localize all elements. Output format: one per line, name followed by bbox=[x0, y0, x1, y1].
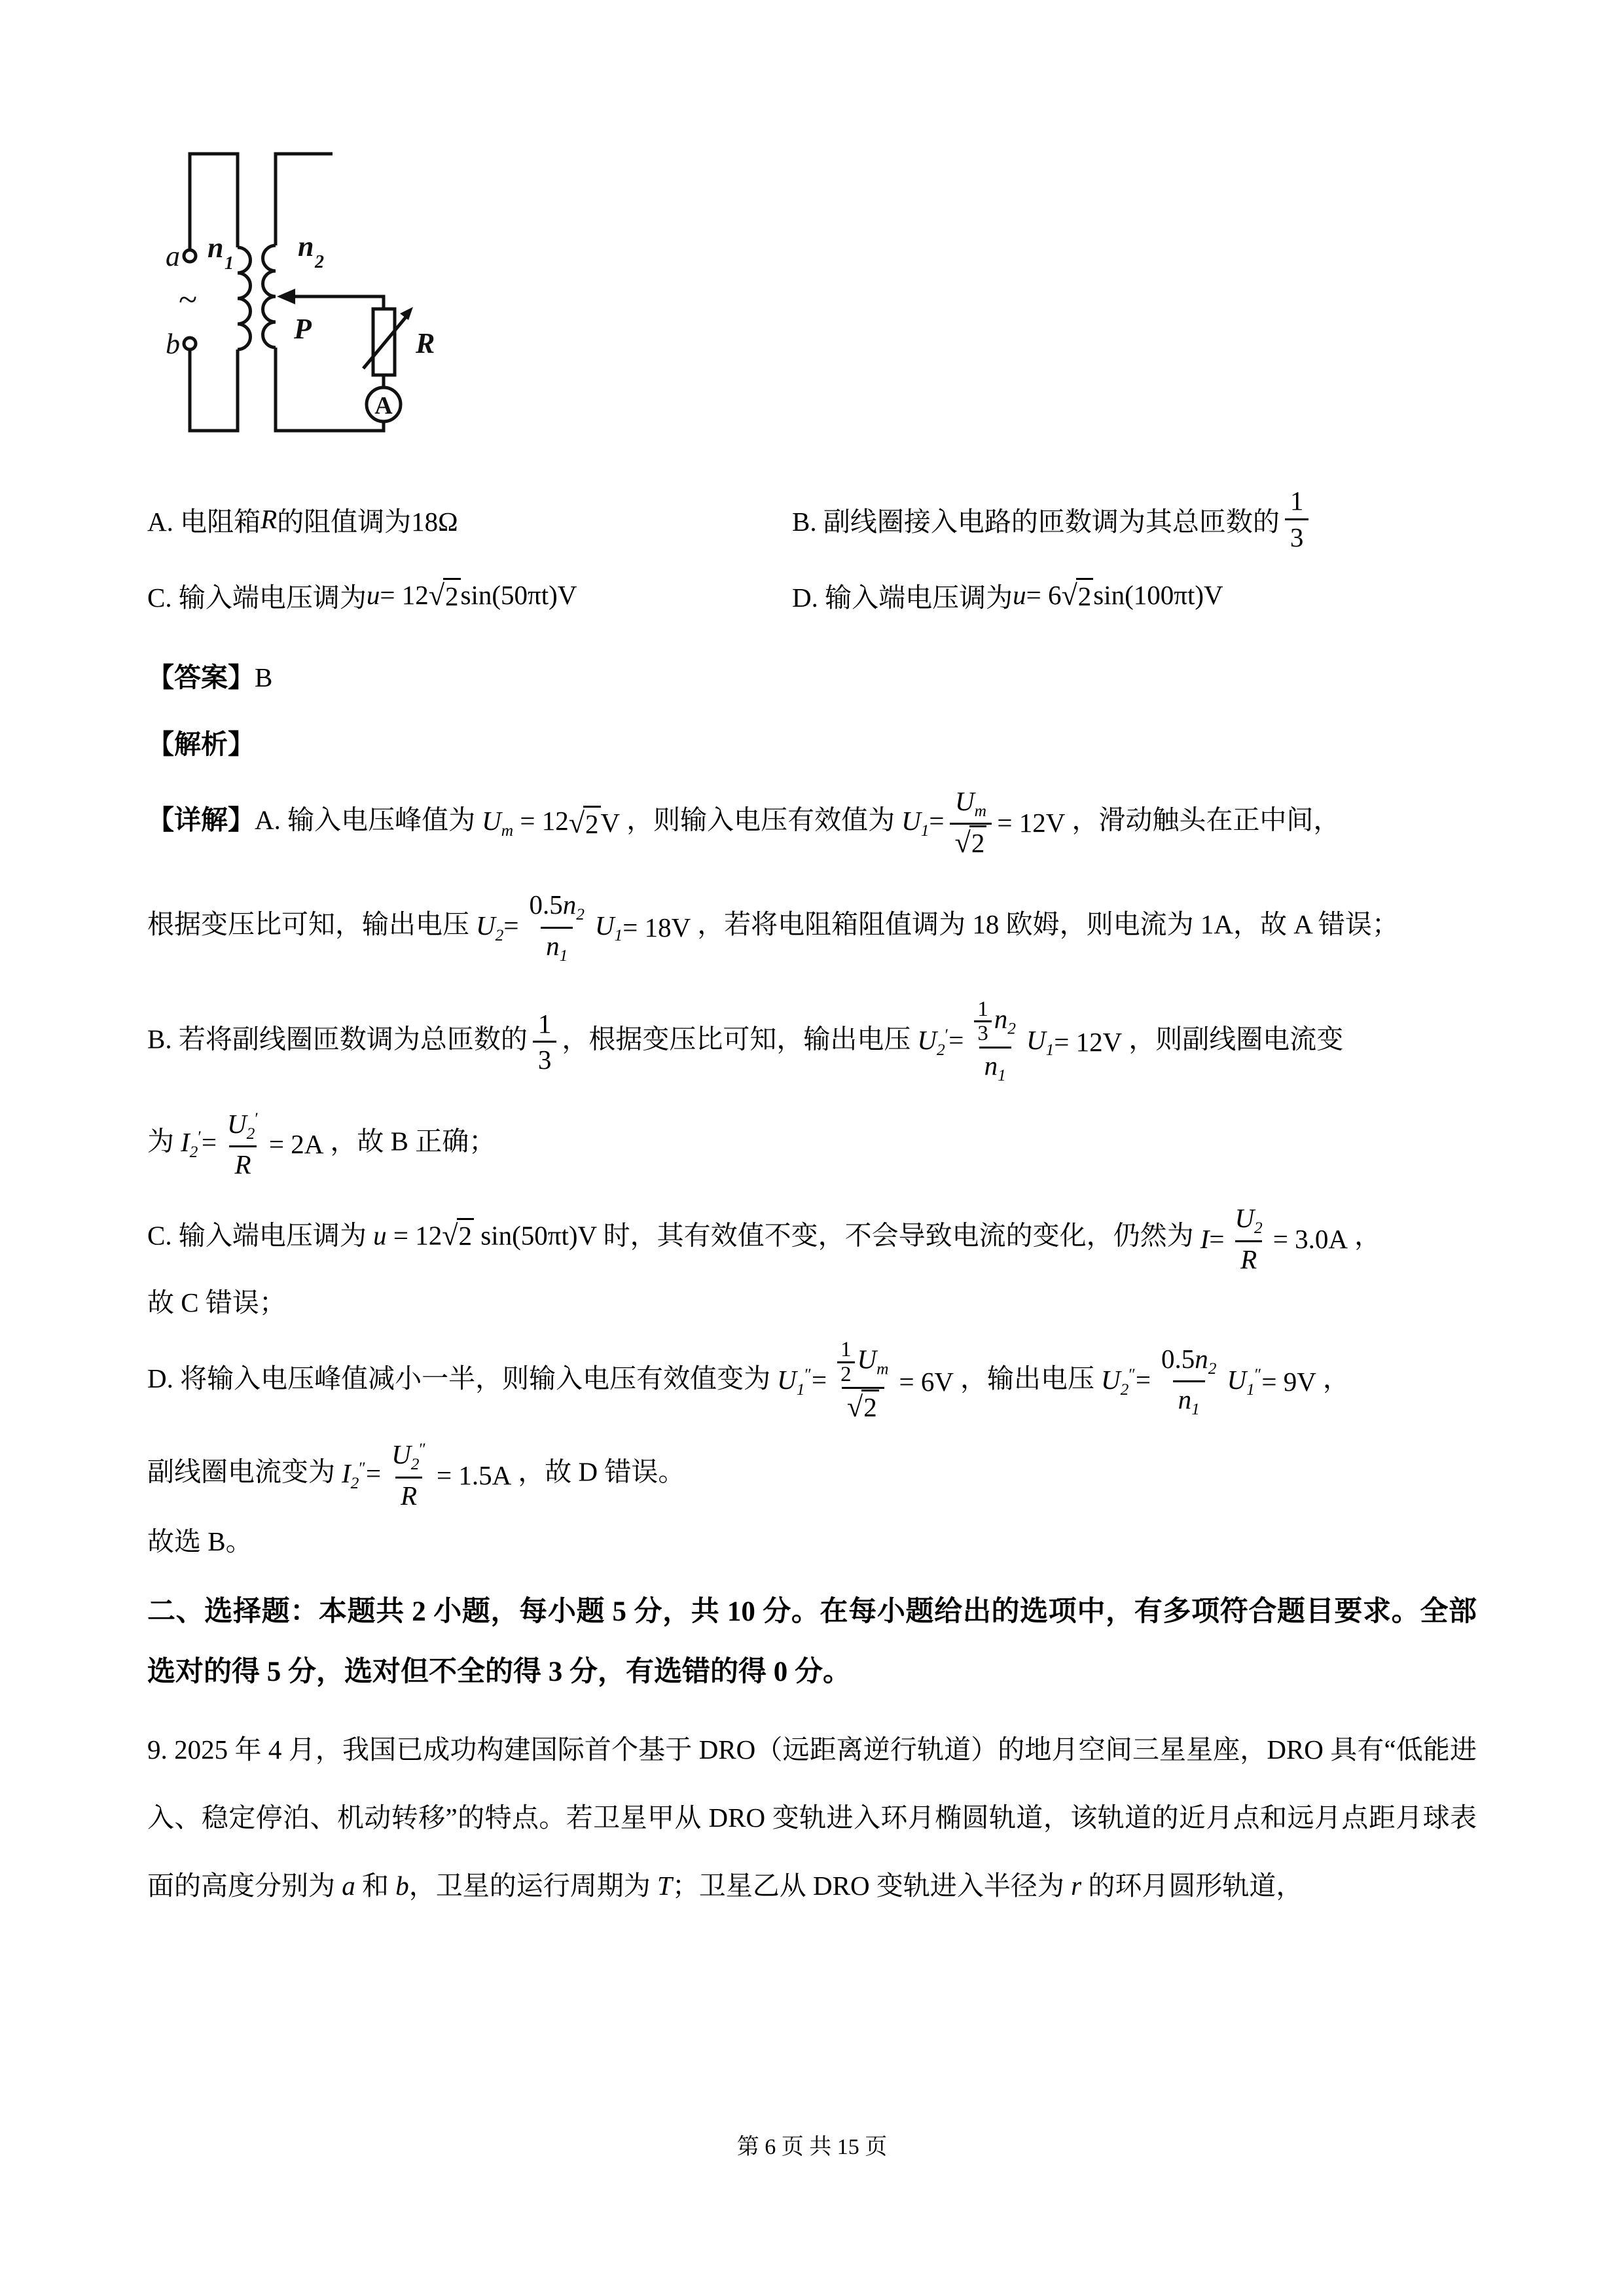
math-var: U bbox=[1227, 1364, 1247, 1395]
math-sub: 1 bbox=[998, 1066, 1006, 1085]
formula bbox=[777, 1337, 954, 1426]
math-sub: 2 bbox=[350, 1473, 359, 1492]
formula bbox=[181, 1107, 323, 1182]
math-sub: 2 bbox=[936, 1040, 945, 1059]
math-sub: m bbox=[974, 802, 986, 821]
math-token bbox=[1101, 1364, 1151, 1399]
math-prime: ″ bbox=[804, 1365, 812, 1384]
math-var: n bbox=[1195, 1344, 1208, 1374]
radical-sign: √ bbox=[954, 827, 971, 859]
slider-p-label: P bbox=[294, 313, 312, 345]
detail-tag: 【详解】 bbox=[147, 804, 255, 835]
fraction-denominator bbox=[541, 927, 573, 967]
math-token bbox=[181, 1126, 217, 1162]
detail-line-9 bbox=[147, 1522, 1477, 1562]
terminal-a-circle bbox=[184, 250, 196, 262]
math-op: = bbox=[503, 910, 519, 941]
math-op: = bbox=[365, 1458, 382, 1488]
math-op: = bbox=[1209, 1223, 1225, 1254]
option-c bbox=[147, 576, 792, 615]
fraction-numerator bbox=[832, 1337, 893, 1387]
option-a bbox=[147, 500, 792, 539]
secondary-loop-wire-bottom bbox=[276, 348, 384, 431]
math-token: sin(50πt)V bbox=[474, 1221, 597, 1251]
terminal-a-label: a bbox=[166, 240, 180, 272]
fraction-numerator bbox=[950, 784, 992, 823]
option-b bbox=[792, 484, 1477, 554]
detail-line-2 bbox=[147, 888, 1477, 967]
math-var: U bbox=[1101, 1364, 1121, 1395]
math-var: I bbox=[181, 1126, 190, 1157]
math-sub: m bbox=[876, 1359, 889, 1378]
tap-arrowhead-icon bbox=[277, 289, 295, 304]
math-sub: 2 bbox=[246, 1124, 255, 1143]
math-sub: 2 bbox=[1208, 1359, 1217, 1378]
formula bbox=[917, 997, 1122, 1087]
radical-arg: 2 bbox=[861, 1390, 879, 1422]
radical-arg: 2 bbox=[443, 578, 461, 612]
math-var: b bbox=[395, 1870, 409, 1901]
math-sub: 2 bbox=[189, 1143, 198, 1162]
resistor-arrow-line bbox=[363, 315, 408, 368]
text-run: 时，其有效值不变，不会导致电流的变化，仍然为 bbox=[596, 1221, 1194, 1251]
math-var: U bbox=[1026, 1024, 1046, 1055]
text-run: 和 bbox=[355, 1870, 396, 1901]
text-run: ，故 B 正确； bbox=[330, 1126, 496, 1157]
fraction-numerator: 1 bbox=[1290, 486, 1304, 516]
fraction-numerator: 1 bbox=[840, 1338, 852, 1362]
coil-n2-label: n bbox=[298, 230, 314, 262]
text-run: A. 电阻箱 bbox=[147, 506, 261, 537]
math-token: sin(100πt)V bbox=[1093, 580, 1223, 610]
math-op: = 12V bbox=[997, 808, 1066, 838]
fraction bbox=[974, 998, 991, 1045]
detail-line-6 bbox=[147, 1283, 1477, 1323]
fraction-denominator: R bbox=[1235, 1240, 1262, 1276]
math-prime: ″ bbox=[1254, 1365, 1262, 1384]
radical-sign: √ bbox=[428, 579, 445, 611]
section-heading bbox=[147, 1582, 1477, 1702]
primary-loop-wire-bottom bbox=[190, 350, 238, 431]
math-sub: 1 bbox=[1246, 1380, 1255, 1399]
analysis-line bbox=[147, 725, 1477, 765]
math-token bbox=[476, 910, 518, 945]
math-sub: 1 bbox=[1191, 1400, 1200, 1419]
math-sub: 2 bbox=[495, 926, 504, 945]
detail-line-5 bbox=[147, 1201, 1477, 1276]
math-var: U bbox=[476, 910, 496, 941]
math-token bbox=[777, 1364, 827, 1399]
fraction bbox=[832, 1337, 893, 1426]
radical-sign: √ bbox=[442, 1219, 458, 1252]
fraction-numerator bbox=[524, 888, 589, 926]
math-unit: V bbox=[600, 808, 621, 838]
section-heading-text: 二、选择题：本题共 2 小题，每小题 5 分，共 10 分。在每小题给出的选项中，有多项符合题目要求。全部选对的得 5 分，选对但不全的得 3 分，有选错的得 0 分。 bbox=[147, 1596, 1477, 1687]
fraction-denominator: 2 bbox=[837, 1361, 854, 1386]
fraction bbox=[950, 784, 992, 861]
math-sub: 1 bbox=[559, 946, 568, 965]
math-op: = 2A bbox=[268, 1129, 324, 1160]
fraction-denominator: R bbox=[229, 1145, 256, 1181]
options-row-cd bbox=[147, 569, 1477, 621]
math-token: u bbox=[1013, 580, 1026, 610]
text-run: 为 bbox=[147, 1126, 174, 1157]
math-op: = 1.5A bbox=[436, 1460, 512, 1490]
analysis-tag: 【解析】 bbox=[147, 728, 255, 759]
math-sub: 1 bbox=[1045, 1040, 1055, 1059]
terminal-b-label: b bbox=[166, 328, 180, 360]
resistor-arrowhead-icon bbox=[400, 307, 413, 320]
text-run: ，若将电阻箱阻值调为 18 欧姆，则电流为 1A，故 A 错误； bbox=[697, 909, 1399, 940]
fraction-numerator bbox=[222, 1107, 264, 1145]
page-footer bbox=[0, 2128, 1624, 2161]
text-run: B. 副线圈接入电路的匝数调为其总匝数的 bbox=[792, 506, 1280, 537]
terminal-b-circle bbox=[184, 338, 196, 350]
fraction-numerator bbox=[969, 997, 1021, 1047]
fraction bbox=[386, 1437, 431, 1513]
math-var: U bbox=[227, 1108, 247, 1139]
fraction-denominator: 3 bbox=[974, 1020, 991, 1045]
fraction bbox=[222, 1107, 264, 1182]
formula bbox=[342, 1437, 511, 1513]
text-run: ，故 D 错误。 bbox=[518, 1457, 685, 1488]
math-token bbox=[901, 805, 944, 840]
fraction bbox=[1285, 484, 1309, 554]
text-run: B. 若将副线圈匝数调为总匝数的 bbox=[147, 1024, 528, 1054]
math-token bbox=[595, 910, 623, 945]
math-sub: 1 bbox=[796, 1380, 805, 1399]
detail-line-1 bbox=[147, 784, 1477, 861]
question-9 bbox=[147, 1715, 1477, 1920]
math-op: = bbox=[929, 806, 945, 836]
ac-source-symbol: ~ bbox=[179, 281, 198, 319]
math-var: n bbox=[994, 1003, 1008, 1034]
math-op: = 12V bbox=[1054, 1026, 1123, 1057]
math-prime: ′ bbox=[198, 1127, 202, 1146]
math-var: u bbox=[373, 1221, 387, 1251]
math-sub: 2 bbox=[1007, 1019, 1016, 1038]
fraction-denominator bbox=[950, 823, 992, 861]
fraction-denominator bbox=[1173, 1380, 1205, 1421]
answer-value: B bbox=[255, 662, 273, 692]
coil-n1-label: n bbox=[208, 232, 224, 264]
detail-line-4 bbox=[147, 1107, 1477, 1182]
fraction-numerator: 1 bbox=[977, 997, 988, 1021]
text-run: ，卫星的运行周期为 bbox=[408, 1870, 657, 1901]
math-var: U bbox=[917, 1024, 937, 1055]
math-op: = bbox=[201, 1126, 217, 1157]
fraction bbox=[969, 997, 1021, 1087]
math-var: n bbox=[562, 889, 577, 920]
math-var: I bbox=[1200, 1223, 1210, 1254]
math-token: 0.5 bbox=[1161, 1344, 1195, 1374]
text-run: D. 输入端电压调为 bbox=[792, 582, 1013, 613]
detail-line-3 bbox=[147, 997, 1477, 1087]
math-var: U bbox=[1235, 1203, 1255, 1234]
answer-tag: 【答案】 bbox=[147, 662, 255, 692]
math-sub: 1 bbox=[920, 821, 929, 840]
math-var: U bbox=[857, 1344, 877, 1374]
math-op: = bbox=[948, 1024, 964, 1055]
math-prime: ′ bbox=[255, 1109, 259, 1128]
math-token bbox=[1200, 1223, 1225, 1255]
math-sub: 2 bbox=[1120, 1380, 1129, 1399]
math-var: U bbox=[391, 1439, 411, 1470]
math-token: sin(50πt)V bbox=[460, 580, 577, 610]
detail-line-8 bbox=[147, 1437, 1477, 1513]
tap-wire bbox=[294, 296, 384, 309]
math-op: = bbox=[1135, 1364, 1151, 1395]
math-token bbox=[482, 805, 569, 840]
math-token: 0.5 bbox=[529, 889, 563, 920]
text-run: C. 输入端电压调为 bbox=[147, 1221, 374, 1251]
text-run: 根据变压比可知，输出电压 bbox=[147, 909, 469, 940]
math-var: U bbox=[901, 806, 921, 836]
radical-sign: √ bbox=[1061, 579, 1077, 611]
text-run: 副线圈电流变为 bbox=[147, 1457, 335, 1488]
fraction bbox=[524, 888, 589, 967]
detail-line-7 bbox=[147, 1337, 1477, 1426]
math-prime: ′ bbox=[945, 1025, 949, 1044]
text-run: 9. 2025 年 4 月，我国已成功构建国际首个基于 DRO（远距离逆行轨道）的地月空间三星星座，DRO 具有“低能进入、稳定停泊、机动转移”的特点。若卫星甲从 DRO 变轨进入环月椭圆轨道，该轨道的近月点和远月点距月球表面的高度分别为 bbox=[147, 1734, 1477, 1901]
answer-line bbox=[147, 658, 1477, 698]
fraction-numerator bbox=[1229, 1201, 1267, 1240]
math-prime: ″ bbox=[359, 1458, 366, 1477]
text-run: A. 输入电压峰值为 bbox=[255, 804, 476, 835]
math-var: U bbox=[954, 786, 975, 816]
options-row-ab bbox=[147, 473, 1477, 565]
fraction bbox=[837, 1338, 854, 1386]
fraction bbox=[533, 1007, 557, 1077]
text-run: 故 C 错误； bbox=[147, 1287, 286, 1318]
fraction-denominator bbox=[979, 1047, 1011, 1087]
math-var: n bbox=[1178, 1384, 1192, 1415]
coil-n2 bbox=[263, 245, 276, 348]
math-sub: 2 bbox=[576, 905, 585, 924]
math-sub: m bbox=[501, 821, 514, 840]
circuit-diagram bbox=[159, 121, 604, 461]
radical-sign: √ bbox=[568, 806, 585, 839]
text-run: ；卫星乙从 DRO 变轨进入半径为 bbox=[672, 1870, 1072, 1901]
fraction-denominator bbox=[842, 1387, 884, 1426]
ammeter-letter: A bbox=[374, 392, 393, 420]
math-token: = 12 bbox=[380, 580, 429, 610]
math-token: R bbox=[261, 504, 278, 534]
math-token bbox=[917, 1024, 964, 1060]
fraction bbox=[1156, 1342, 1221, 1421]
text-run: 的环月圆形轨道， bbox=[1081, 1870, 1303, 1901]
math-var: n bbox=[984, 1050, 998, 1081]
fraction-numerator bbox=[386, 1437, 431, 1476]
math-var: U bbox=[594, 910, 615, 941]
page-number: 第 6 页 共 15 页 bbox=[736, 2135, 888, 2159]
math-op: = 18V bbox=[623, 912, 691, 943]
math-var: a bbox=[342, 1870, 355, 1901]
radical-arg: 2 bbox=[1076, 578, 1094, 612]
formula bbox=[482, 805, 620, 840]
text-run: ， bbox=[1354, 1221, 1381, 1251]
text-run: C. 输入端电压调为 bbox=[147, 582, 367, 613]
math-var: U bbox=[482, 806, 501, 836]
text-run: 故选 B。 bbox=[147, 1526, 253, 1557]
math-token bbox=[342, 1458, 381, 1493]
math-sub: 2 bbox=[410, 1455, 420, 1474]
text-run: ，则副线圈电流变 bbox=[1128, 1024, 1344, 1054]
math-op: = 3.0A bbox=[1272, 1223, 1348, 1254]
coil-n1 bbox=[238, 247, 251, 350]
math-op: = 12 bbox=[386, 1221, 442, 1251]
math-prime: ″ bbox=[419, 1440, 426, 1459]
text-run: ，滑动触头在正中间， bbox=[1072, 804, 1341, 835]
math-op: = 6V bbox=[899, 1366, 954, 1397]
text-run: D. 将输入电压峰值减小一半，则输入电压有效值变为 bbox=[147, 1363, 771, 1394]
formula bbox=[476, 888, 691, 967]
radical-arg: 2 bbox=[583, 806, 601, 840]
text-run: ，根据变压比可知，输出电压 bbox=[562, 1024, 911, 1054]
math-var: n bbox=[546, 930, 560, 961]
text-run: ，输出电压 bbox=[960, 1363, 1094, 1394]
math-token: u bbox=[366, 580, 380, 610]
formula bbox=[1101, 1342, 1316, 1421]
fraction-denominator: R bbox=[395, 1477, 422, 1513]
radical-arg: 2 bbox=[457, 1218, 475, 1251]
math-token bbox=[1227, 1364, 1261, 1399]
math-var: I bbox=[342, 1458, 351, 1488]
math-op: = bbox=[812, 1364, 827, 1395]
math-var: U bbox=[777, 1364, 797, 1395]
option-d bbox=[792, 576, 1477, 615]
formula bbox=[901, 784, 1065, 861]
math-prime: ″ bbox=[1128, 1365, 1136, 1384]
fraction-numerator bbox=[1156, 1342, 1221, 1380]
math-token bbox=[1026, 1024, 1054, 1060]
math-op: = 12 bbox=[513, 806, 569, 836]
math-sub: 1 bbox=[614, 926, 623, 945]
resistor-r-label: R bbox=[416, 327, 435, 359]
text-run: 的阻值调为18Ω bbox=[277, 506, 458, 537]
math-var: r bbox=[1071, 1870, 1082, 1901]
math-token: = 6 bbox=[1026, 580, 1062, 610]
coil-n1-sub: 1 bbox=[225, 253, 234, 274]
fraction-denominator: 3 bbox=[533, 1041, 557, 1077]
math-sub: 2 bbox=[1254, 1219, 1263, 1238]
formula bbox=[1200, 1201, 1348, 1276]
fraction-numerator: 1 bbox=[537, 1008, 552, 1039]
text-run: ， bbox=[1322, 1363, 1350, 1394]
coil-n2-sub: 2 bbox=[315, 252, 324, 272]
math-op: = 9V bbox=[1261, 1366, 1316, 1397]
math-var: T bbox=[657, 1870, 672, 1901]
radical-sign: √ bbox=[846, 1391, 863, 1424]
radical-arg: 2 bbox=[969, 825, 987, 858]
fraction-denominator: 3 bbox=[1285, 518, 1309, 554]
fraction bbox=[1229, 1201, 1267, 1276]
text-run: ，则输入电压有效值为 bbox=[626, 804, 895, 835]
